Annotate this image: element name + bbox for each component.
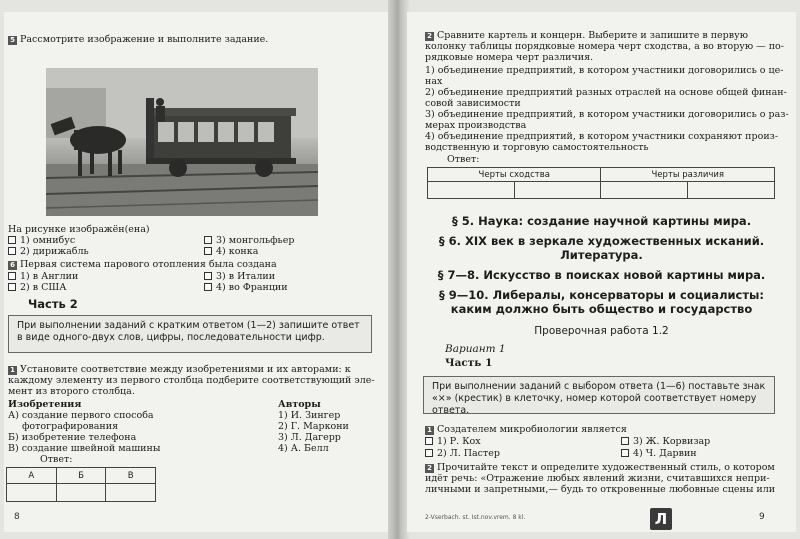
page-number-right: 9 [759, 512, 765, 522]
similarity-cells[interactable] [428, 182, 601, 199]
task-2-opt-line-7: 4) объединение предприятий, в котором участники сохраняют произ- [425, 131, 779, 142]
task-number-badge: 6 [8, 261, 17, 270]
task-2-opt-line-1: 1) объединение предприятий, в котором участники договорились о це- [425, 65, 784, 76]
q1-option-4[interactable] [621, 448, 697, 459]
checkbox[interactable] [425, 437, 433, 445]
section-9-10-heading: § 9—10. Либералы, консерваторы и социалисты: [438, 288, 765, 302]
task-number-badge: 5 [8, 36, 17, 45]
option-label: 1) омнибус [20, 235, 76, 246]
task-1-line-3: мент из второго столбца. [8, 386, 135, 397]
checkbox[interactable] [204, 283, 212, 291]
task-5-text: Рассмотрите изображение и выполните задание. [20, 34, 269, 45]
difference-header: Черты различия [601, 168, 775, 182]
task-number-badge: 1 [8, 366, 17, 375]
task-1-line-2: каждому элементу из первого столбца подберите соответствующий элe- [8, 375, 375, 386]
answer-label: Ответ: [40, 454, 73, 465]
task-2-text: Сравните картель и концерн. Выберите и запишите в первую [437, 30, 748, 41]
part-2-instructions: При выполнении заданий с кратким ответом (1—2) запишите ответ в виде одного-двух слов, цифры, последовательности цифр. [8, 315, 372, 353]
option-label: 2) Л. Пастер [437, 448, 500, 459]
checkbox[interactable] [8, 283, 16, 291]
page-number-left: 8 [14, 512, 20, 522]
q2-line-1 [425, 462, 775, 473]
checkbox[interactable] [8, 236, 16, 244]
option-label: 2) в США [20, 282, 67, 293]
task-number-badge: 2 [425, 32, 434, 41]
task-2-opt-line-5: 3) объединение предприятий, в котором участники договорились о раз- [425, 109, 789, 120]
option-label: 4) Ч. Дарвин [633, 448, 697, 459]
checkbox[interactable] [8, 272, 16, 280]
inventions-heading: Изобретения [8, 399, 82, 410]
q1-option-1[interactable] [425, 436, 481, 447]
task-6-option-2[interactable] [8, 282, 66, 293]
author-3: 3) Л. Дагерр [278, 432, 341, 443]
section-6-heading: § 6. XIX век в зеркале художественных исканий. [438, 234, 765, 248]
q2-line-2: идёт речь: «Отражение любых явлений жизни, считавшихся непри- [425, 473, 770, 484]
task-2-line-1 [425, 30, 748, 41]
task-1-line-1 [8, 364, 351, 375]
left-page [4, 12, 390, 532]
horse-tram-photo [46, 68, 318, 216]
answer-col-c: В [106, 468, 156, 484]
checkbox[interactable] [621, 449, 629, 457]
answer-col-a: А [7, 468, 57, 484]
q2-text: Прочитайте текст и определите художественный стиль, о котором [437, 462, 775, 473]
checkbox[interactable] [204, 236, 212, 244]
checkbox[interactable] [204, 272, 212, 280]
option-label: 3) в Италии [216, 271, 276, 282]
checkbox[interactable] [204, 247, 212, 255]
answer-cell-b[interactable] [56, 484, 106, 502]
answer-col-b: Б [56, 468, 106, 484]
author-4: 4) А. Белл [278, 443, 329, 454]
q1-option-2[interactable] [425, 448, 500, 459]
invention-b: Б) изобретение телефона [8, 432, 137, 443]
invention-a: А) создание первого способа [8, 410, 154, 421]
part-1-title: Часть 1 [445, 357, 493, 369]
option-4[interactable] [204, 246, 258, 257]
option-3[interactable] [204, 235, 294, 246]
check-work-title: Проверочная работа 1.2 [534, 325, 669, 337]
answer-cell-a[interactable] [7, 484, 57, 502]
publisher-logo: Л [650, 508, 672, 530]
section-5-heading: § 5. Наука: создание научной картины мира. [451, 214, 752, 228]
image-question-prompt: На рисунке изображён(ена) [8, 224, 150, 235]
part-2-title: Часть 2 [28, 297, 78, 311]
task-6 [8, 259, 277, 270]
similarity-header: Черты сходства [428, 168, 601, 182]
task-number-badge: 2 [425, 464, 434, 473]
task-2-answer-label: Ответ: [447, 154, 480, 165]
task-2-line-3: рядковые номера черт различия. [425, 52, 594, 63]
task-6-option-4[interactable] [204, 282, 288, 293]
author-1: 1) И. Зингер [278, 410, 341, 421]
option-label: 1) в Англии [20, 271, 79, 282]
option-label: 2) дирижабль [20, 246, 89, 257]
option-label: 1) Р. Кох [437, 436, 481, 447]
task-2-opt-line-6: мерах производства [425, 120, 527, 131]
option-label: 3) монгольфьер [216, 235, 295, 246]
author-2: 2) Г. Маркони [278, 421, 349, 432]
q2-line-3: личными и запретными,— будь то откровенные любовные сцены или [425, 484, 776, 495]
task-6-option-3[interactable] [204, 271, 275, 282]
checkbox[interactable] [8, 247, 16, 255]
checkbox[interactable] [425, 449, 433, 457]
authors-heading: Авторы [278, 399, 321, 410]
option-1[interactable] [8, 235, 75, 246]
answer-table [6, 467, 156, 502]
part-1-instructions: При выполнении заданий с выбором ответа (1—6) поставьте знак «×» (крестик) в клеточку, номер которой соответствует номеру ответа. [423, 376, 775, 414]
variant-title: Вариант 1 [445, 343, 506, 355]
task-2-opt-line-3: 2) объединение предприятий разных отраслей на основе общей финан- [425, 87, 787, 98]
task-1-text: Установите соответствие между изобретениями и их авторами: к [20, 364, 351, 375]
section-6-heading-cont: Литература. [560, 248, 643, 262]
option-label: 4) во Франции [216, 282, 288, 293]
task-number-badge: 1 [425, 426, 434, 435]
checkbox[interactable] [621, 437, 629, 445]
footer-note: 2-Vserbach. st. Ist.nov.vrem. 8 kl. [425, 514, 526, 521]
option-label: 3) Ж. Корвизар [633, 436, 711, 447]
option-label: 4) конка [216, 246, 259, 257]
task-2-opt-line-4: совой зависимости [425, 98, 521, 109]
q1-text: Создателем микробиологии является [437, 424, 627, 435]
invention-a-cont: фотографирования [22, 421, 119, 432]
task-6-option-1[interactable] [8, 271, 78, 282]
q1 [425, 424, 627, 435]
similarity-difference-table [427, 167, 775, 199]
option-2[interactable] [8, 246, 89, 257]
task-2-line-2: колонку таблицы порядковые номера черт сходства, а во вторую — по- [425, 41, 784, 52]
section-9-10-heading-cont: каким должно быть общество и государство [450, 302, 753, 316]
answer-cell-c[interactable] [106, 484, 156, 502]
task-6-text: Первая система парового отопления была создана [20, 259, 277, 270]
difference-cells[interactable] [601, 182, 775, 199]
invention-c: В) создание швейной машины [8, 443, 161, 454]
task-2-opt-line-8: водственную и торговую самостоятельность [425, 142, 649, 153]
section-7-8-heading: § 7—8. Искусство в поисках новой картины мира. [437, 268, 766, 282]
q1-option-3[interactable] [621, 436, 710, 447]
right-page [407, 12, 796, 532]
task-2-opt-line-2: нах [425, 76, 443, 87]
task-5 [8, 34, 268, 45]
